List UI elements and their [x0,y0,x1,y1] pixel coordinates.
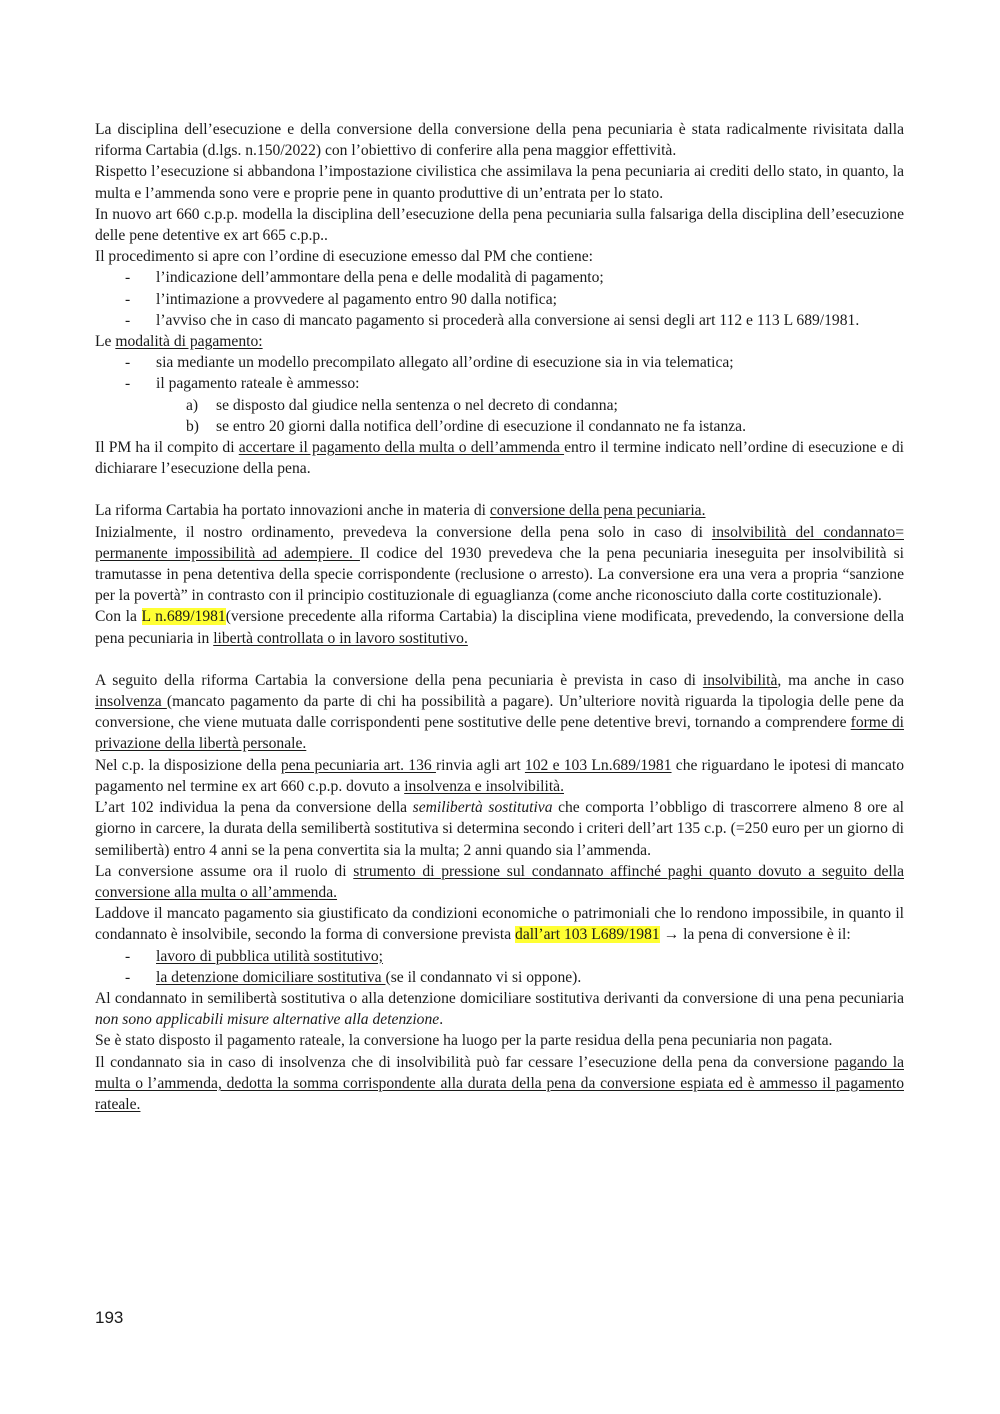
paragraph-intro: La disciplina dell’esecuzione e della conversione della conversione della pena pecuniaria è stata radicalmente rivisitata dalla riforma Cartabia (d.lgs. n.150/2022) con l’obiettivo di conferire alla pena maggior effettività. [95,121,904,160]
text-run: (mancato pagamento da parte di chi ha possibilità a pagare). Un’ulteriore novità riguarda la tipologia delle pene da conversione, che viene mutuata dalle corrispondenti pene sostitutive delle pene detentive brevi, tornando a comprendere [95,693,904,732]
text-run: (versione precedente alla riforma Cartabia) la disciplina viene modificata, prevedendo, la conversione della pena pecuniaria in [95,608,905,647]
text-run: La riforma Cartabia ha portato innovazioni anche in materia di [95,502,490,520]
list-item [186,395,904,416]
underlined-text: insolvenza [95,693,167,711]
text-run: L’art 102 individua la pena da conversione della [95,799,413,817]
text-run: . [439,1011,444,1029]
paragraph-pressione [95,861,904,903]
italic-text: semilibertà sostitutiva [412,799,553,817]
underlined-text: libertà controllata o in lavoro sostitutivo. [213,629,468,647]
text-run: Con la [95,608,142,626]
underlined-text: pagando la multa o l’ammenda, dedotta la somma corrispondente alla durata della pena da conversione espiata ed è ammesso il pagamento rateale. [95,1053,904,1113]
rateale-list [95,395,904,437]
underlined-text: modalità di pagamento: [115,333,263,351]
underlined-text: insolvenza e insolvibilità. [404,777,564,795]
list-item: - sia mediante un modello precompilato allegato all’ordine di esecuzione sia in via telematica; [156,352,904,373]
arrow-icon: → [659,926,684,944]
underlined-text: lavoro di pubblica utilità sostitutivo; [156,947,383,965]
paragraph-art-660: In nuovo art 660 c.p.p. modella la disciplina dell’esecuzione della pena pecuniaria sulla falsariga della disciplina dell’esecuzione delle pene detentive ex art 665 c.p.p.. [95,205,904,245]
ordine-esecuzione-list [95,267,904,331]
paragraph-cessazione [95,1052,904,1116]
paragraph-spacer [95,649,904,670]
underlined-text: 102 e 103 Ln.689/1981 [524,756,672,774]
text-run: la pena di conversione è il: [683,926,851,944]
text-run: che riguardano le ipotesi di mancato pagamento nel termine ex art 660 c.p.p. dovuto a [95,756,905,795]
underlined-text: conversione della pena pecuniaria. [489,502,706,520]
text-run: Nel c.p. la disposizione della [95,756,281,774]
list-item: - il pagamento rateale è ammesso: [156,373,904,394]
modalita-list [95,352,904,394]
text-run: Il condannato sia in caso di insolvenza che di insolvibilità può far cessare l’esecuzione della pena da conversione [95,1053,835,1071]
list-marker: a) [186,396,199,414]
highlighted-text: dall’art 103 L689/1981 [515,926,660,944]
page-number: 193 [95,1308,124,1327]
underlined-text: forme di privazione della libertà personale. [95,714,905,753]
paragraph-esecuzione: Rispetto l’esecuzione si abbandona l’impostazione civilistica che assimilava la pena pecuniaria ai crediti dello stato, in quanto, la multa e l’ammenda sono vere e proprie pene in quanto produttive di un’entrata per lo stato. [95,163,904,202]
pene-conversione-list [95,946,904,988]
underlined-text: accertare il pagamento della multa o dell’ammenda [238,439,565,457]
list-item: - l’avviso che in caso di mancato pagamento si procederà alla conversione ai sensi degli art 112 e 113 L 689/1981. [156,310,904,331]
paragraph-procedimento: Il procedimento si apre con l’ordine di esecuzione emesso dal PM che contiene: [95,248,593,266]
paragraph-riforma-conversione [95,500,904,521]
text-run: Il PM ha il compito di [95,439,239,457]
text-run: entro il termine indicato nell’ordine di esecuzione e di dichiarare l’esecuzione della pena. [95,439,904,478]
text-run: che comporta l’obbligo di trascorrere almeno 8 ore al giorno in carcere, la durata della semilibertà sostitutiva si determina secondo i criteri dell’art 135 c.p. (=250 euro per un giorno di semilibertà) entro 4 anni se la pena convertita sia la multa; 2 anni quando sia l’ammenda. [95,799,904,859]
document-page [95,119,904,1115]
paragraph-spacer [95,479,904,500]
list-text: se entro 20 giorni dalla notifica dell’ordine di esecuzione il condannato ne fa istanza. [216,417,746,435]
paragraph-misure-alternative [95,988,904,1030]
text-run: Il codice del 1930 prevedeva che la pena pecuniaria ineseguita per insolvibilità si tramutasse in pena detentiva della specie corrispondente (reclusione o arresto). La conversione era una vera a propria “sanzione per la povertà” in contrasto con il principio costituzionale di eguaglianza (come anche riconosciuto dalla corte costituzionale). [95,544,904,605]
text-run: La conversione assume ora il ruolo di [95,862,354,880]
text-run: Laddove il mancato pagamento sia giustificato da condizioni economiche o patrimoniali che lo rendono impossibile, in quanto il condannato è insolvibile, secondo la forma di conversione prevista [95,905,904,944]
paragraph-art-136 [95,755,904,797]
list-item: - l’intimazione a provvedere al pagamento entro 90 dalla notifica; [156,289,904,310]
paragraph-insolvenza [95,670,904,755]
underlined-text: la detenzione domiciliare sostitutiva [156,968,386,986]
italic-text: non sono applicabili misure alternative alla detenzione [95,1011,440,1029]
text-run: rinvia agli art [435,756,525,774]
paragraph-pm [95,437,904,479]
text-run: (se il condannato vi si oppone). [385,968,582,986]
paragraph-art-102 [95,797,904,861]
text-run: Al condannato in semilibertà sostitutiva o alla detenzione domiciliare sostitutiva derivanti da conversione di una pena pecuniaria [95,989,904,1007]
list-item: - l’indicazione dell’ammontare della pena e delle modalità di pagamento; [156,267,904,288]
paragraph-art-103 [95,903,904,945]
list-item [156,967,904,988]
underlined-text: strumento di pressione sul condannato affinché paghi quanto dovuto a seguito della conversione alla multa o all’ammenda. [95,862,904,901]
underlined-text: insolvibilità [702,671,778,689]
paragraph-storia [95,522,904,607]
text-run: A seguito della riforma Cartabia la conversione della pena pecuniaria è prevista in caso di [95,671,703,689]
list-item [156,946,904,967]
list-item [186,416,904,437]
paragraph-modalita [95,331,904,352]
highlighted-text: L n.689/1981 [141,608,226,626]
underlined-text: pena pecuniaria art. 136 [280,756,436,774]
text-run: Inizialmente, il nostro ordinamento, prevedeva la conversione della pena solo in caso di [95,523,712,541]
paragraph-l-689 [95,606,904,648]
list-text: se disposto dal giudice nella sentenza o nel decreto di condanna; [216,396,618,414]
list-marker: b) [186,417,199,435]
paragraph-rateale: Se è stato disposto il pagamento rateale, la conversione ha luogo per la parte residua della pena pecuniaria non pagata. [95,1032,833,1050]
text-run: , ma anche in caso [777,671,904,689]
underlined-text: insolvibilità del condannato= permanente impossibilità ad adempiere. [95,523,904,562]
text-run: Le [95,333,116,351]
